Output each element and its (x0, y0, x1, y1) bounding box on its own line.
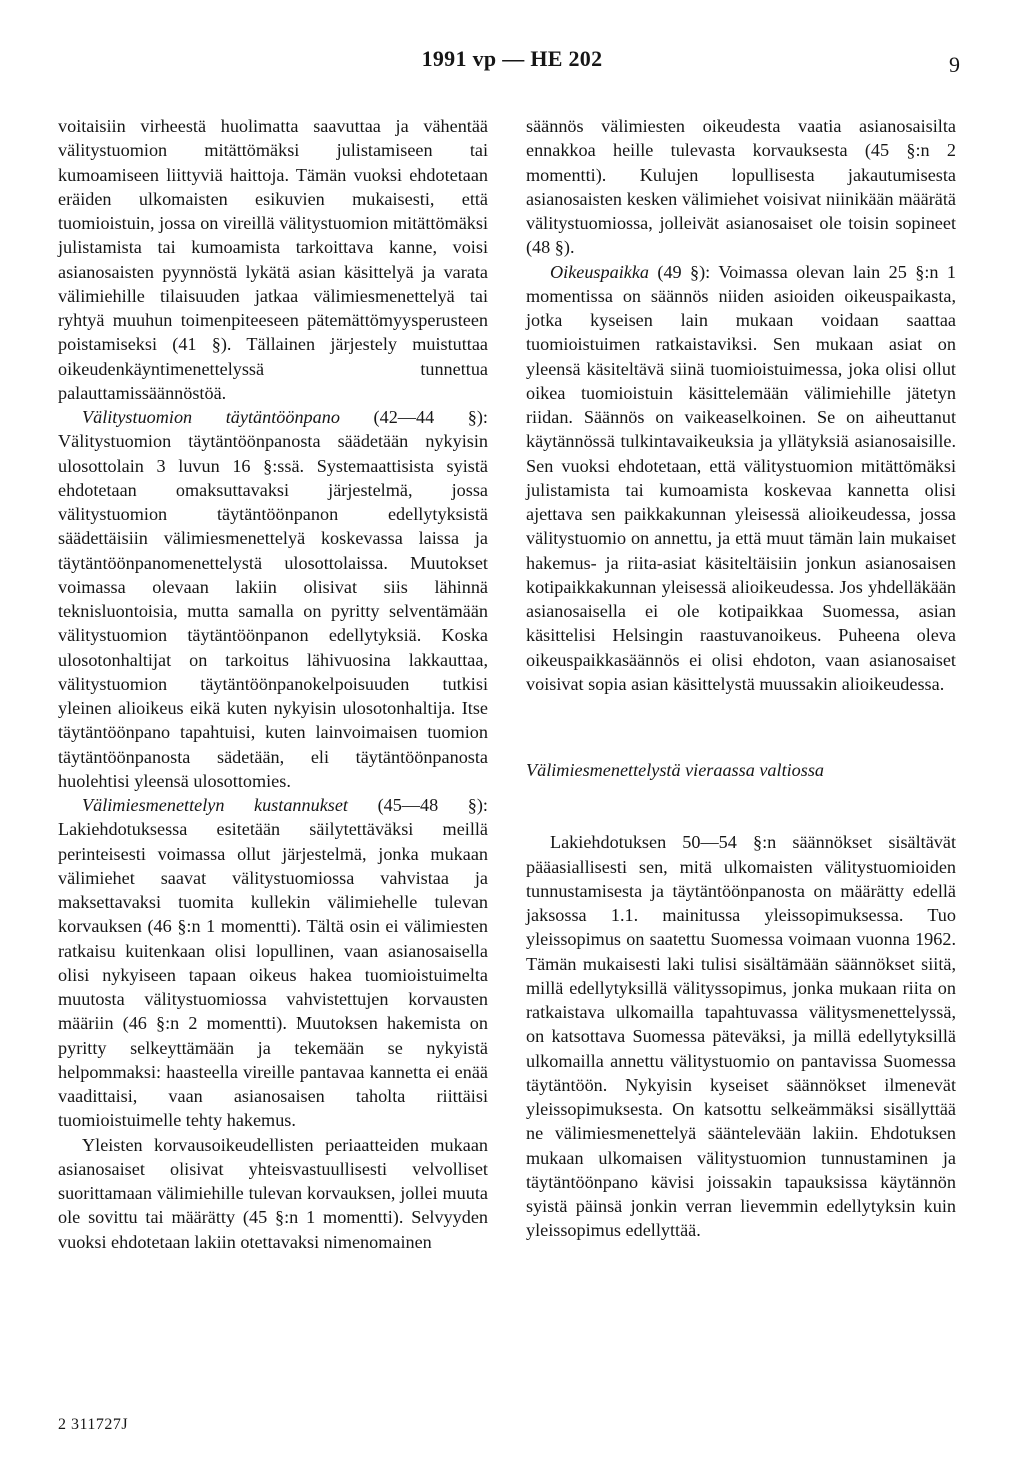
running-header: 1991 vp — HE 202 (421, 46, 603, 71)
left-paragraph-2-body: (42—44 §): Välitystuomion täytäntöönpanosta säädetään nykyisin ulosottolain 3 luvun 16 §:ssä. Systemaattisista syistä ehdotetaan omaksuttavaksi järjestelmä, jossa välitystuomion täytäntöönpanon edellytyksistä säädettäisiin välimiesmenettelyä koskevassa laissa ja täytäntöönpanomenettelystä ulosottolaissa. Muutokset voimassa olevaan lakiin olisivat siis lähinnä teknisluontoisia, mutta samalla on pyritty selventämään välitystuomion täytäntöönpanon edellytyksiä. Koska ulosotonhaltijat on tarkoitus lähivuosina lakkauttaa, välitystuomion täytäntöönpanokelpoisuuden tutkisi yleinen alioikeus eikä kuten nykyisin ulosotonhaltija. Itse täytäntöönpano tapahtuisi, kuten lainvoimaisen tuomion täytäntöönpanosta sädetään, eli täytäntöönpanosta huolehtisi yleensä ulosottomies. (58, 407, 488, 791)
left-paragraph-3-body: (45—48 §): Lakiehdotuksessa esitetään säilytettäväksi meillä perinteisesti voimassa ollut järjestelmä, jonka mukaan välimiehet saavat välitystuomiossa vahvistaa ja maksettavaksi tuomita kullekin välimiehelle tulevan korvauksen (46 §:n 1 momentti). Tältä osin ei välimiesten ratkaisu kuitenkaan olisi lopullinen, vaan asianosaisella olisi nykyiseen tapaan oikeus hakea tuomioistuimelta muutosta välitystuomiossa vahvistettujen korvausten määriin (46 §:n 2 momentti). Muutoksen hakemista on pyritty selkeyttämään ja tekemään se nykyistä helpommaksi: haasteella vireille pantavaa kannetta ei enää vaadittaisi, vaan asianosaisen taholta riittäisi tuomioistuimelle tehty hakemus. (58, 795, 488, 1131)
right-paragraph-2 (526, 260, 956, 697)
right-paragraph-2-body: (49 §): Voimassa olevan lain 25 §:n 1 momentissa on säännös niiden asioiden oikeuspaikasta, jotka kyseisen lain mukaan voidaan saattaa tuomioistuimen ratkaistaviksi. Sen mukaan asiat on yleensä käsiteltävä siinä tuomioistuimessa, joka olisi ollut oikea tuomioistuin käsittelemään välimiehille jätetyn riidan. Säännös on vaikeaselkoinen. Se on aiheuttanut käytännössä tulkintavaikeuksia ja yllätyksiä asianosaisille. Sen vuoksi ehdotetaan, että välitystuomion mitättömäksi julistamista tai kumoamista koskevaa kannetta olisi ajettava sen paikkakunnan yleisessä alioikeudessa, jossa välitystuomio on annettu, ja että muut tämän lain mukaiset hakemus- ja riita-asiat käsiteltäisiin jonkun asianosaisen kotipaikkakunnan yleisessä alioikeudessa. Jos yhdelläkään asianosaisella ei ole kotipaikkaa Suomessa, asian käsittelisi Helsingin raastuvanoikeus. Puheena oleva oikeuspaikkasäännös ei olisi ehdoton, vaan asianosaiset voisivat sopia asian käsittelystä muussakin alioikeudessa. (526, 261, 956, 694)
left-paragraph-2 (58, 405, 488, 793)
right-paragraph-1: säännös välimiesten oikeudesta vaatia asianosaisilta ennakkoa heille tulevasta korvauksesta (45 §:n 2 momentti). Kulujen lopullisesta jakautumisesta asianosaisten kesken välimiehet voisivat niinikään määrätä välitystuomiossa, jolleivät asianosaiset ole toisin sopineet (48 §). (526, 116, 956, 258)
left-paragraph-3 (58, 793, 488, 1133)
right-column (526, 114, 956, 1243)
footer-print-code: 2 311727J (58, 1416, 129, 1433)
left-paragraph-1: voitaisiin virheestä huolimatta saavuttaa ja vähentää välitystuomion mitättömäksi julistamiseen tai kumoamiseen liittyviä haittoja. Tämän vuoksi ehdotetaan eräiden ulkomaisten esikuvien mukaisesti, että tuomioistuin, jossa on vireillä välitystuomion mitättömäksi julistamista tai kumoamista tarkoittava kanne, voisi asianosaisten pyynnöstä lykätä asian käsittelyä ja varata välimiehille tilaisuuden jatkaa välimiesmenettelyä tai ryhtyä muuhun toimenpiteeseen pätemättömyysperusteen poistamiseksi (41 §). Tällainen järjestely muistuttaa oikeudenkäyntimenettelyssä tunnettua palauttamissäännöstöä. (58, 116, 488, 403)
section-title-oikeuspaikka: Oikeuspaikka (550, 261, 649, 282)
section-heading: Välimiesmenettelystä vieraassa valtiossa (526, 760, 825, 780)
section-title-valitystuomion-taytantoonpano: Välitystuomion täytäntöönpano (82, 407, 340, 427)
section-title-valimiesmenettelyn-kustannukset: Välimiesmenettelyn kustannukset (82, 795, 348, 815)
left-paragraph-4: Yleisten korvausoikeudellisten periaatteiden mukaan asianosaiset olisivat yhteisvastuullisesti velvolliset suorittamaan välimiehille tulevan korvauksen, jollei muuta ole sovittu tai määrätty (45 §:n 1 momentti). Selvyyden vuoksi ehdotetaan lakiin otettavaksi nimenomainen (58, 1134, 488, 1252)
page-number: 9 (949, 52, 960, 77)
right-paragraph-3: Lakiehdotuksen 50—54 §:n säännökset sisältävät pääasiallisesti sen, mitä ulkomaisten välitystuomioiden tunnustamisesta ja täytäntöönpanosta on määrätty edellä jaksossa 1.1. mainitussa yleissopimuksessa. Tuo yleissopimus on saatettu Suomessa voimaan vuonna 1962. Tämän mukaisesti laki tulisi sisältämään säännökset siitä, millä edellytyksillä välityssopimus, jonka mukaan riita on ratkaistava ulkomailla tapahtuvassa välitysmenettelyssä, on katsottava Suomessa päteväksi, ja millä edellytyksillä ulkomailla annettu välitystuomio on pantavissa Suomessa täytäntöön. Nykyisin kyseiset säännökset ilmenevät yleissopimuksesta. On katsottu selkeämmäksi sisällyttää ne välimiesmenettelyä sääntelevään lakiin. Ehdotuksen mukaan ulkomaisen välitystuomion tunnustaminen ja täytäntöönpano kävisi joissakin tapauksissa käytännön syistä päinsä jonkin verran lievemmin edellytyksin kuin yleissopimus edellyttää. (526, 832, 956, 1241)
left-column (58, 114, 488, 1254)
